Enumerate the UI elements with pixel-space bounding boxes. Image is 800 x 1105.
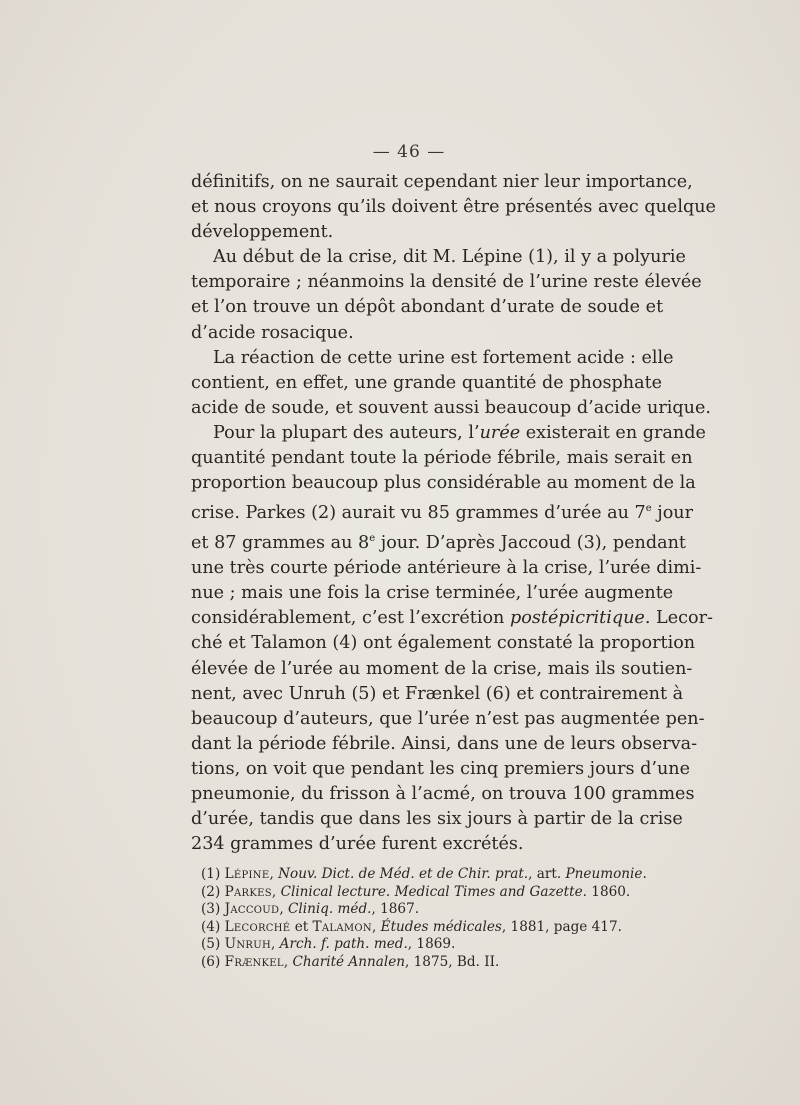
footnote-details: , 1867. bbox=[371, 901, 420, 918]
text-line: temporaire ; néanmoins la densité de l’urine reste élevée bbox=[191, 272, 702, 293]
text-line bbox=[191, 606, 713, 631]
footnote-italic-details: Pneumonie bbox=[565, 866, 643, 882]
text-line: quantité pendant toute la période fébrile, mais serait en bbox=[191, 448, 693, 469]
text-line: Au début de la crise, dit M. Lépine (1), il y a polyurie bbox=[213, 247, 686, 268]
text-line: La réaction de cette urine est fortement acide : elle bbox=[213, 347, 674, 368]
text-line: dant la période fébrile. Ainsi, dans une de leurs observa- bbox=[191, 733, 698, 754]
text-line: nue ; mais une fois la crise terminée, l’urée augmente bbox=[191, 583, 674, 604]
footnote bbox=[201, 866, 661, 884]
text-line: nent, avec Unruh (5) et Frænkel (6) et contrairement à bbox=[191, 683, 684, 704]
footnote-tail: . bbox=[642, 866, 647, 882]
footnote-separator: , bbox=[371, 918, 381, 935]
text-line: d’urée, tandis que dans les six jours à partir de la crise bbox=[191, 809, 683, 830]
text-line: 234 grammes d’urée furent excrétés. bbox=[191, 834, 524, 855]
footnote-title: Charité Annalen bbox=[292, 953, 405, 970]
superscript: e bbox=[645, 503, 652, 515]
text-segment: considérablement, c’est l’excrétion bbox=[191, 608, 510, 629]
text-segment: jour. D’après Jaccoud (3), pendant bbox=[375, 533, 686, 554]
text-segment: existerait en grande bbox=[520, 422, 706, 443]
footnote bbox=[201, 919, 661, 937]
text-line: développement. bbox=[191, 222, 334, 243]
footnotes bbox=[201, 866, 661, 972]
text-line: d’acide rosacique. bbox=[191, 322, 354, 343]
footnote-author: Lépine bbox=[224, 866, 270, 882]
footnote-separator: et bbox=[290, 918, 313, 935]
footnote-details: . 1860. bbox=[582, 883, 631, 900]
text-line: pneumonie, du frisson à l’acmé, on trouva 100 grammes bbox=[191, 783, 695, 804]
text-line bbox=[191, 526, 686, 556]
text-line: définitifs, on ne saurait cependant nier leur importance, bbox=[191, 172, 693, 192]
text-line: beaucoup d’auteurs, que l’urée n’est pas augmentée pen- bbox=[191, 708, 705, 729]
footnote-number: (1) bbox=[201, 866, 221, 882]
text-line: acide de soude, et souvent aussi beaucoup d’acide urique. bbox=[191, 397, 711, 418]
footnote-author: Parkes bbox=[224, 883, 272, 900]
text-line: contient, en effet, une grande quantité de phosphate bbox=[191, 372, 663, 393]
footnote-number: (2) bbox=[201, 883, 221, 900]
footnote-number: (3) bbox=[201, 901, 221, 918]
footnote-details: , 1875, Bd. II. bbox=[405, 953, 500, 970]
text-line bbox=[191, 496, 694, 526]
footnote-title: Clinical lecture. Medical Times and Gazette bbox=[280, 883, 583, 900]
footnote-title: Études médicales bbox=[380, 918, 502, 935]
footnote-separator: , bbox=[279, 901, 288, 918]
body-text bbox=[191, 170, 716, 857]
text-line: et nous croyons qu’ils doivent être présentés avec quelque bbox=[191, 197, 716, 218]
footnote-author: Lecorché bbox=[224, 918, 291, 935]
text-segment: Pour la plupart des auteurs, l’ bbox=[213, 422, 480, 443]
footnote bbox=[201, 954, 661, 972]
footnote-author: Frænkel bbox=[224, 953, 284, 970]
page-number: — 46 — bbox=[372, 142, 446, 162]
text-line: tions, on voit que pendant les cinq premiers jours d’une bbox=[191, 758, 691, 779]
text-line: ché et Talamon (4) ont également constaté la proportion bbox=[191, 633, 696, 654]
text-line bbox=[191, 421, 706, 446]
text-line: élevée de l’urée au moment de la crise, mais ils soutien- bbox=[191, 658, 693, 679]
footnote-number: (5) bbox=[201, 936, 221, 953]
footnote-author: Unruh bbox=[224, 936, 271, 953]
text-line: et l’on trouve un dépôt abondant d’urate de soude et bbox=[191, 297, 664, 318]
footnote-title: Arch. f. path. med. bbox=[279, 936, 408, 953]
text-line: proportion beaucoup plus considérable au moment de la bbox=[191, 473, 696, 494]
footnote-separator: , bbox=[269, 866, 279, 882]
text-segment: crise. Parkes (2) aurait vu 85 grammes d’urée au 7 bbox=[191, 503, 646, 524]
footnote-number: (4) bbox=[201, 918, 221, 935]
text-line: une très courte période antérieure à la crise, l’urée dimi- bbox=[191, 558, 702, 579]
footnote-separator: , bbox=[270, 936, 280, 953]
text-segment: jour bbox=[651, 503, 694, 524]
footnote bbox=[201, 936, 661, 954]
footnote-author: Talamon bbox=[312, 918, 372, 935]
text-segment: et 87 grammes au 8 bbox=[191, 533, 370, 554]
footnote-details: , art. bbox=[528, 866, 566, 882]
footnote-title: Cliniq. méd. bbox=[287, 901, 372, 918]
text-segment: . Lecor- bbox=[644, 608, 713, 629]
footnote bbox=[201, 901, 661, 919]
footnote bbox=[201, 884, 661, 902]
footnote-details: , 1869. bbox=[407, 936, 456, 953]
footnote-details: , 1881, page 417. bbox=[501, 918, 622, 935]
footnote-separator: , bbox=[283, 953, 293, 970]
footnote-author: Jaccoud bbox=[224, 901, 280, 918]
superscript: e bbox=[369, 533, 376, 545]
italic-term: postépicritique bbox=[509, 608, 645, 629]
footnote-separator: , bbox=[271, 883, 281, 900]
italic-term: urée bbox=[479, 422, 521, 443]
footnote-title: Nouv. Dict. de Méd. et de Chir. prat. bbox=[278, 866, 529, 882]
footnote-number: (6) bbox=[201, 953, 221, 970]
